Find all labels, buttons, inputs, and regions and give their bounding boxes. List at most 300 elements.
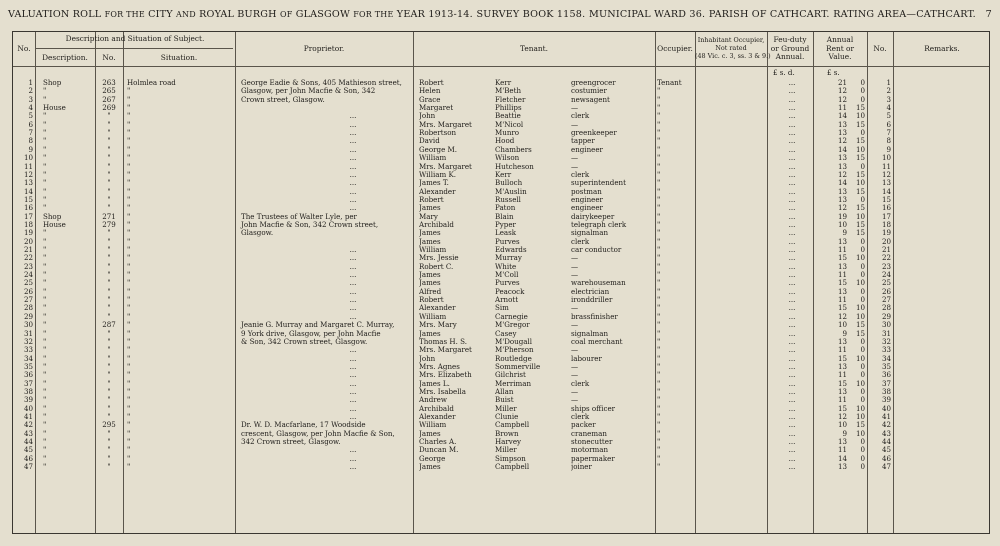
proprietor-note: George Eadie & Sons, 405 Mathieson street, <box>241 78 402 87</box>
cell-h: " <box>107 337 111 346</box>
cell-fd: ... <box>788 321 796 330</box>
table-row <box>13 79 989 87</box>
cell-oc: " <box>657 170 661 179</box>
cell-pounds: 10 <box>837 421 847 430</box>
cell-h: " <box>107 463 111 472</box>
cell-oc: " <box>657 421 661 430</box>
table-row <box>13 188 989 196</box>
col-remarks: Remarks. <box>924 44 960 53</box>
cell-n: 22 <box>23 254 33 263</box>
table-row <box>13 321 989 329</box>
cell-d: Shop <box>43 79 62 87</box>
cell-o: greengrocer <box>571 79 616 87</box>
table-row <box>13 154 989 162</box>
table-row <box>13 405 989 413</box>
cell-pounds: 10 <box>837 220 847 229</box>
cell-s: " <box>127 438 131 447</box>
cell-fd: ... <box>788 287 796 296</box>
cell-f: Alexander <box>419 413 456 421</box>
cell-oc: " <box>657 371 661 380</box>
cell-o: coal merchant <box>571 337 623 346</box>
cell-oc: " <box>657 229 661 238</box>
proprietor-note: John Macfie & Son, 342 Crown street, <box>241 220 379 229</box>
cell-d: " <box>43 271 47 280</box>
cell-n: 41 <box>23 413 33 421</box>
cell-p: ... <box>349 287 357 296</box>
cell-o: electrician <box>571 287 610 296</box>
cell-oc: " <box>657 179 661 188</box>
cell-pounds: 11 <box>837 296 847 305</box>
cell-fd: ... <box>788 354 796 363</box>
cell-l: Chambers <box>495 145 532 154</box>
table-row <box>13 288 989 296</box>
cell-d: " <box>43 337 47 346</box>
cell-l: Casey <box>495 329 517 338</box>
cell-sh: 10 <box>855 112 865 121</box>
cell-n2: 34 <box>881 354 891 363</box>
cell-l: M'Gregor <box>495 321 530 330</box>
cell-l: Simpson <box>495 454 526 463</box>
cell-s: " <box>127 112 131 121</box>
cell-h: 263 <box>102 79 116 87</box>
cell-o: engineer <box>571 145 603 154</box>
cell-f: Thomas H. S. <box>419 337 467 346</box>
cell-o: brassfinisher <box>571 312 618 321</box>
cell-n: 14 <box>23 187 33 196</box>
cell-n: 10 <box>23 154 33 163</box>
table-row <box>13 388 989 396</box>
cell-s: " <box>127 387 131 396</box>
cell-pounds: 11 <box>837 446 847 455</box>
cell-s: " <box>127 329 131 338</box>
table-row <box>13 229 989 237</box>
cell-n: 18 <box>23 220 33 229</box>
cell-fd: ... <box>788 204 796 213</box>
cell-d: " <box>43 95 47 104</box>
cell-pounds: 14 <box>837 145 847 154</box>
cell-n2: 20 <box>881 237 891 246</box>
cell-sh: 0 <box>860 362 865 371</box>
cell-pounds: 11 <box>837 104 847 113</box>
cell-d: " <box>43 429 47 438</box>
cell-oc: " <box>657 154 661 163</box>
cell-l: Hutcheson <box>495 162 534 171</box>
cell-l: M'Pherson <box>495 346 534 355</box>
cell-p: ... <box>349 354 357 363</box>
cell-sh: 0 <box>860 195 865 204</box>
cell-pounds: 11 <box>837 246 847 254</box>
table-row <box>13 313 989 321</box>
cell-sh: 0 <box>860 454 865 463</box>
proprietor-note: 9 York drive, Glasgow, per John Macfie <box>241 328 381 338</box>
cell-pounds: 9 <box>842 229 847 238</box>
cell-d: " <box>43 321 47 330</box>
cell-oc: " <box>657 404 661 413</box>
cell-n: 9 <box>28 145 33 154</box>
col-situation: Situation. <box>160 53 198 62</box>
cell-l: Brown <box>495 429 519 438</box>
cell-fd: ... <box>788 145 796 154</box>
cell-d: " <box>43 463 47 472</box>
cell-p: ... <box>349 187 357 196</box>
cell-sh: 0 <box>860 387 865 396</box>
cell-d: " <box>43 262 47 271</box>
cell-n2: 19 <box>881 229 891 238</box>
cell-l: Harvey <box>495 438 522 447</box>
cell-sh: 0 <box>860 271 865 280</box>
cell-n2: 28 <box>881 304 891 313</box>
cell-p: ... <box>349 279 357 288</box>
cell-h: " <box>107 145 111 154</box>
cell-p: ... <box>349 312 357 321</box>
cell-pounds: 15 <box>837 304 847 313</box>
cell-o: — <box>571 120 579 129</box>
cell-n2: 45 <box>881 446 891 455</box>
cell-sh: 10 <box>855 429 865 438</box>
cell-pounds: 11 <box>837 346 847 355</box>
cell-pounds: 19 <box>837 212 847 221</box>
cell-d: " <box>43 179 47 188</box>
cell-n: 36 <box>23 371 33 380</box>
cell-fd: ... <box>788 387 796 396</box>
cell-h: 295 <box>102 421 116 430</box>
cell-n2: 15 <box>881 195 891 204</box>
cell-pounds: 11 <box>837 396 847 405</box>
cell-s: " <box>127 312 131 321</box>
cell-pounds: 12 <box>837 312 847 321</box>
cell-h: " <box>107 279 111 288</box>
cell-oc: " <box>657 204 661 213</box>
cell-f: James <box>419 237 441 246</box>
cell-oc: " <box>657 413 661 421</box>
table-row <box>13 455 989 463</box>
cell-fd: ... <box>788 129 796 138</box>
cell-f: Robertson <box>419 129 457 138</box>
cell-p: ... <box>349 154 357 163</box>
cell-fd: ... <box>788 279 796 288</box>
proprietor-note: & Son, 342 Crown street, Glasgow. <box>241 336 368 346</box>
table-row <box>13 112 989 120</box>
table-row <box>13 279 989 287</box>
cell-s: " <box>127 187 131 196</box>
cell-s: " <box>127 446 131 455</box>
cell-f: Mrs. Margaret <box>419 120 472 129</box>
cell-n2: 16 <box>881 204 891 213</box>
cell-sh: 0 <box>860 371 865 380</box>
cell-f: Mrs. Isabella <box>419 387 466 396</box>
cell-o: — <box>571 346 579 355</box>
cell-p: ... <box>349 387 357 396</box>
cell-s: " <box>127 413 131 421</box>
cell-sh: 0 <box>860 396 865 405</box>
cell-d: Shop <box>43 212 62 221</box>
proprietor-note: The Trustees of Walter Lyle, per <box>241 211 357 221</box>
cell-oc: " <box>657 137 661 146</box>
page-number: 7 <box>985 8 992 20</box>
cell-n2: 9 <box>886 145 891 154</box>
table-row <box>13 355 989 363</box>
cell-o: clerk <box>571 112 590 121</box>
cell-f: Robert <box>419 79 444 87</box>
table-row <box>13 438 989 446</box>
cell-o: — <box>571 104 579 113</box>
cell-n2: 4 <box>886 104 891 113</box>
cell-fd: ... <box>788 120 796 129</box>
cell-l: Campbell <box>495 421 530 430</box>
cell-fd: ... <box>788 413 796 421</box>
cell-sh: 0 <box>860 262 865 271</box>
cell-o: ironddriller <box>571 296 613 305</box>
table-row <box>13 380 989 388</box>
cell-f: Alexander <box>419 187 456 196</box>
cell-l: Blain <box>495 212 514 221</box>
cell-n2: 10 <box>881 154 891 163</box>
cell-o: motorman <box>571 446 609 455</box>
table-row <box>13 246 989 254</box>
cell-p: ... <box>349 371 357 380</box>
table-row <box>13 413 989 421</box>
cell-f: Mary <box>419 212 438 221</box>
cell-fd: ... <box>788 296 796 305</box>
cell-pounds: 13 <box>837 162 847 171</box>
cell-n: 23 <box>23 262 33 271</box>
cell-p: ... <box>349 112 357 121</box>
cell-n2: 21 <box>881 246 891 254</box>
cell-d: " <box>43 229 47 238</box>
cell-h: " <box>107 170 111 179</box>
table-row <box>13 196 989 204</box>
cell-fd: ... <box>788 229 796 238</box>
cell-sh: 0 <box>860 296 865 305</box>
cell-d: " <box>43 354 47 363</box>
cell-n: 4 <box>28 104 33 113</box>
cell-s: " <box>127 120 131 129</box>
cell-o: — <box>571 387 579 396</box>
table-row <box>13 179 989 187</box>
cell-f: William <box>419 312 447 321</box>
cell-n2: 5 <box>886 112 891 121</box>
cell-h: " <box>107 120 111 129</box>
col-feu-duty: Feu-duty or Ground Annual. <box>770 35 810 62</box>
cell-pounds: 9 <box>842 429 847 438</box>
cell-n: 43 <box>23 429 33 438</box>
cell-oc: " <box>657 387 661 396</box>
cell-f: James <box>419 204 441 213</box>
cell-fd: ... <box>788 262 796 271</box>
cell-f: James T. <box>419 179 449 188</box>
cell-fd: ... <box>788 162 796 171</box>
cell-n: 7 <box>28 129 33 138</box>
cell-pounds: 13 <box>837 187 847 196</box>
cell-n2: 7 <box>886 129 891 138</box>
cell-f: John <box>419 354 436 363</box>
cell-fd: ... <box>788 438 796 447</box>
rating-area: RATING AREA—CATHCART. 7 <box>833 8 992 20</box>
cell-n2: 32 <box>881 337 891 346</box>
cell-oc: " <box>657 129 661 138</box>
cell-o: papermaker <box>571 454 615 463</box>
cell-p: ... <box>349 396 357 405</box>
cell-d: " <box>43 129 47 138</box>
table-row <box>13 421 989 429</box>
cell-l: White <box>495 262 517 271</box>
cell-n2: 29 <box>881 312 891 321</box>
cell-f: Robert <box>419 195 444 204</box>
cell-sh: 0 <box>860 87 865 96</box>
cell-h: 267 <box>102 95 116 104</box>
cell-sh: 10 <box>855 413 865 421</box>
cell-n: 17 <box>23 212 33 221</box>
cell-o: engineer <box>571 195 603 204</box>
cell-o: ships officer <box>571 404 616 413</box>
cell-p: ... <box>349 271 357 280</box>
cell-h: " <box>107 296 111 305</box>
cell-l: Bulloch <box>495 179 523 188</box>
cell-h: 265 <box>102 87 116 96</box>
cell-p: ... <box>349 145 357 154</box>
cell-n2: 22 <box>881 254 891 263</box>
cell-d: " <box>43 387 47 396</box>
cell-pounds: 13 <box>837 129 847 138</box>
cell-s: " <box>127 463 131 472</box>
table-row <box>13 363 989 371</box>
cell-n2: 27 <box>881 296 891 305</box>
cell-n: 2 <box>28 87 33 96</box>
proprietor-note: Jeanie G. Murray and Margaret C. Murray, <box>241 320 395 330</box>
cell-pounds: 21 <box>837 79 847 87</box>
cell-sh: 0 <box>860 79 865 87</box>
cell-l: Allan <box>495 387 514 396</box>
cell-s: " <box>127 429 131 438</box>
cell-n: 5 <box>28 112 33 121</box>
cell-fd: ... <box>788 254 796 263</box>
cell-pounds: 9 <box>842 329 847 338</box>
cell-pounds: 12 <box>837 137 847 146</box>
cell-oc: " <box>657 287 661 296</box>
cell-n: 34 <box>23 354 33 363</box>
cell-oc: " <box>657 87 661 96</box>
col-inhabitant-occupier: Inhabitant Occupier, Not rated (48 Vic. c. 3, ss. 3 & 9.) <box>695 36 771 60</box>
cell-p: ... <box>349 362 357 371</box>
cell-o: costumier <box>571 87 607 96</box>
cell-n: 25 <box>23 279 33 288</box>
cell-pounds: 13 <box>837 262 847 271</box>
cell-f: Mrs. Agnes <box>419 362 460 371</box>
cell-fd: ... <box>788 271 796 280</box>
cell-n: 35 <box>23 362 33 371</box>
cell-s: " <box>127 137 131 146</box>
cell-l: Buist <box>495 396 514 405</box>
cell-o: stonecutter <box>571 438 613 447</box>
table-row <box>13 163 989 171</box>
cell-h: " <box>107 112 111 121</box>
cell-h: " <box>107 229 111 238</box>
cell-n2: 24 <box>881 271 891 280</box>
cell-d: " <box>43 296 47 305</box>
cell-h: " <box>107 179 111 188</box>
cell-n2: 6 <box>886 120 891 129</box>
cell-s: " <box>127 129 131 138</box>
cell-l: Hood <box>495 137 515 146</box>
cell-pounds: 14 <box>837 454 847 463</box>
cell-pounds: 12 <box>837 87 847 96</box>
table-row <box>13 396 989 404</box>
cell-oc: " <box>657 112 661 121</box>
cell-n: 27 <box>23 296 33 305</box>
cell-d: " <box>43 137 47 146</box>
cell-n: 21 <box>23 246 33 254</box>
cell-o: dairykeeper <box>571 212 615 221</box>
cell-pounds: 13 <box>837 154 847 163</box>
cell-h: " <box>107 154 111 163</box>
table-row <box>13 271 989 279</box>
cell-d: " <box>43 413 47 421</box>
cell-fd: ... <box>788 337 796 346</box>
cell-oc: " <box>657 254 661 263</box>
cell-d: " <box>43 371 47 380</box>
cell-s: " <box>127 271 131 280</box>
cell-oc: " <box>657 463 661 472</box>
cell-l: Beattie <box>495 112 521 121</box>
table-row <box>13 263 989 271</box>
cell-l: Peacock <box>495 287 525 296</box>
cell-l: Routledge <box>495 354 532 363</box>
cell-s: " <box>127 262 131 271</box>
cell-s: " <box>127 145 131 154</box>
cell-oc: " <box>657 296 661 305</box>
cell-f: William K. <box>419 170 457 179</box>
cell-fd: ... <box>788 421 796 430</box>
cell-oc: " <box>657 120 661 129</box>
cell-f: Alexander <box>419 304 456 313</box>
cell-sh: 10 <box>855 379 865 388</box>
cell-h: " <box>107 304 111 313</box>
cell-o: car conductor <box>571 246 622 254</box>
cell-s: " <box>127 337 131 346</box>
cell-p: ... <box>349 304 357 313</box>
table-row <box>13 137 989 145</box>
cell-fd: ... <box>788 371 796 380</box>
cell-n2: 30 <box>881 321 891 330</box>
table-row <box>13 338 989 346</box>
cell-l: Carnegie <box>495 312 528 321</box>
table-row <box>13 146 989 154</box>
col-no: No. <box>17 44 31 53</box>
cell-p: ... <box>349 413 357 421</box>
cell-s: " <box>127 237 131 246</box>
cell-o: newsagent <box>571 95 610 104</box>
cell-pounds: 15 <box>837 404 847 413</box>
cell-h: " <box>107 396 111 405</box>
cell-sh: 15 <box>855 204 865 213</box>
cell-n2: 40 <box>881 404 891 413</box>
cell-n: 32 <box>23 337 33 346</box>
cell-sh: 10 <box>855 212 865 221</box>
cell-sh: 15 <box>855 321 865 330</box>
cell-f: James <box>419 271 441 280</box>
cell-fd: ... <box>788 179 796 188</box>
proprietor-note: 342 Crown street, Glasgow. <box>241 437 341 447</box>
cell-oc: " <box>657 446 661 455</box>
cell-n: 6 <box>28 120 33 129</box>
cell-h: " <box>107 454 111 463</box>
cell-f: Mrs. Mary <box>419 321 457 330</box>
cell-o: — <box>571 362 579 371</box>
cell-h: " <box>107 204 111 213</box>
cell-h: " <box>107 187 111 196</box>
cell-sh: 0 <box>860 95 865 104</box>
cell-s: " <box>127 170 131 179</box>
